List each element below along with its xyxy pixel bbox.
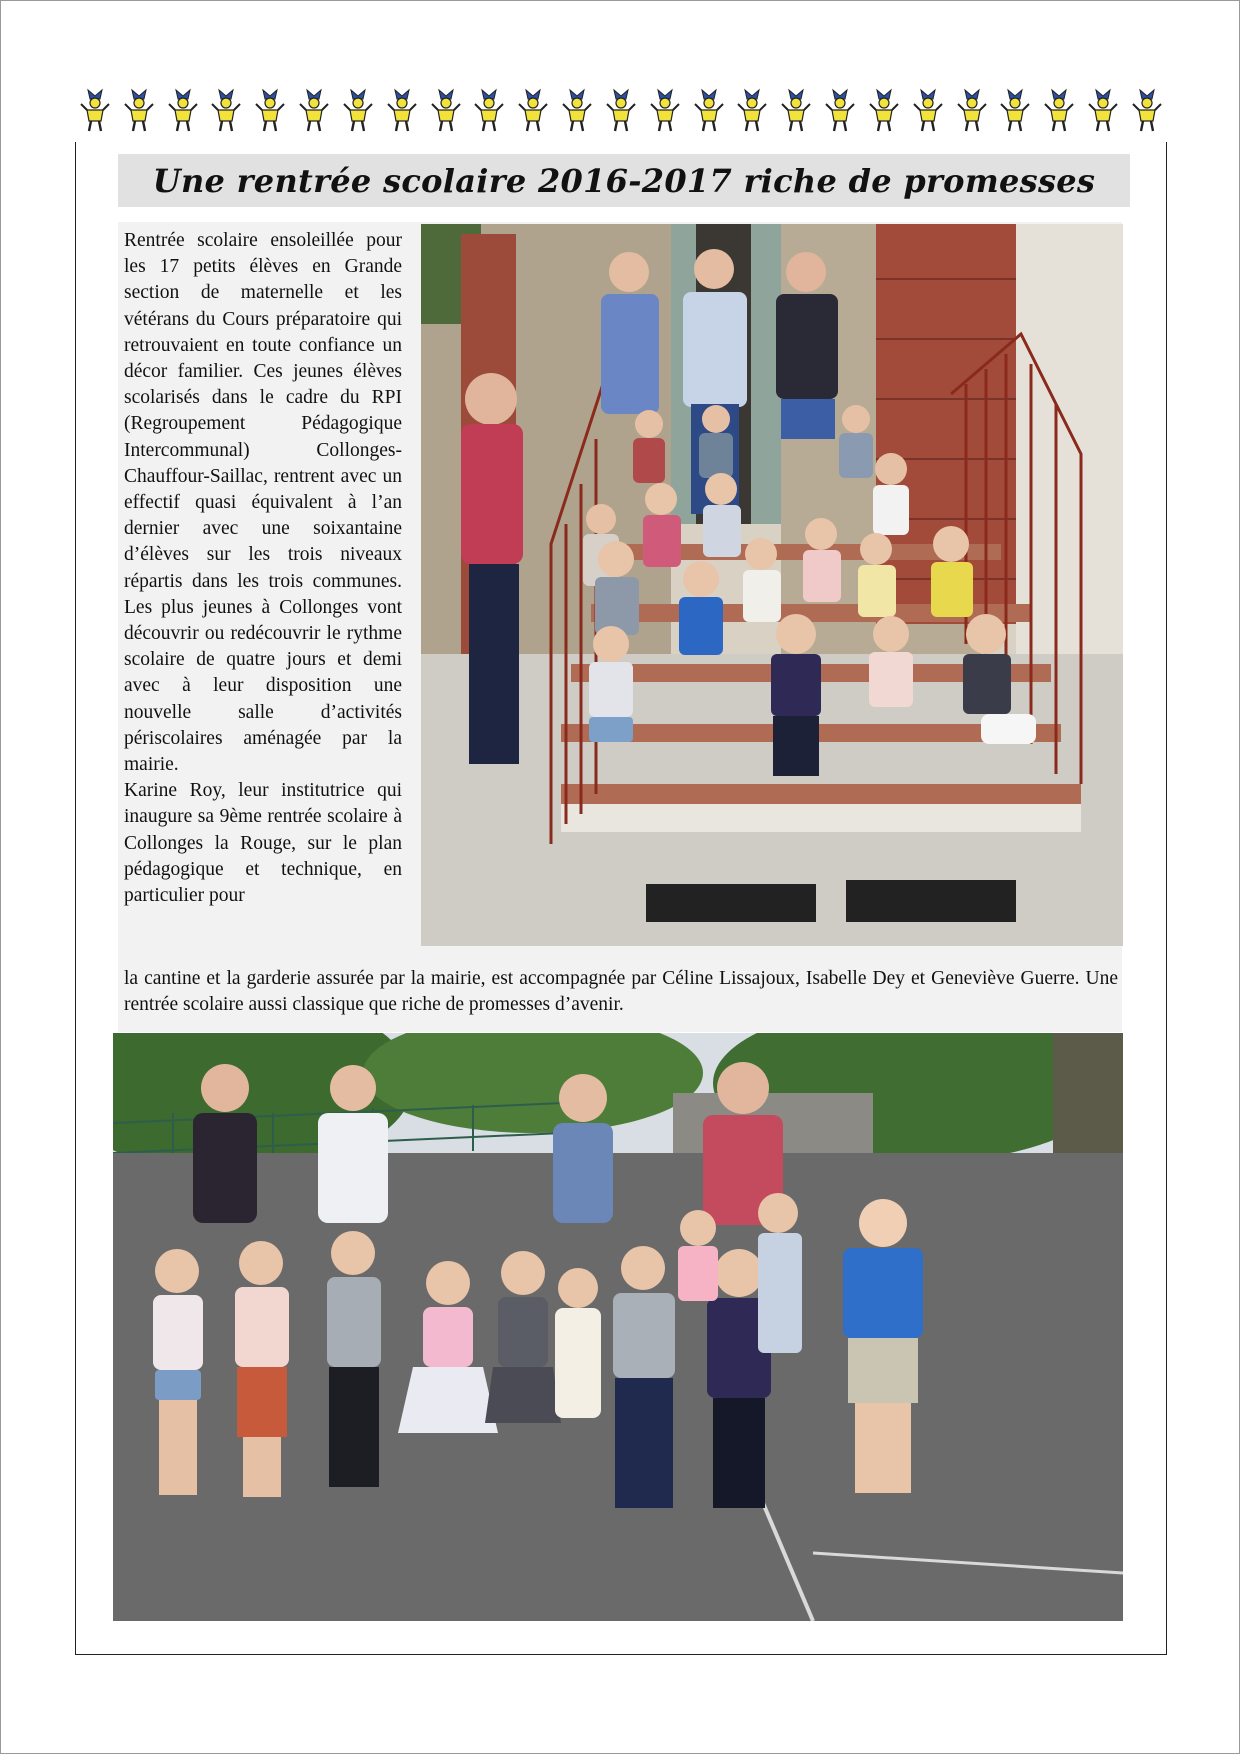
child-figure-icon	[429, 88, 463, 134]
child-figure-icon	[253, 88, 287, 134]
child-figure-icon	[385, 88, 419, 134]
child-figure-icon	[166, 88, 200, 134]
article-body-column	[124, 228, 402, 909]
child-figure-icon	[1130, 88, 1164, 134]
photo-yard	[113, 1033, 1123, 1621]
child-figure-icon	[297, 88, 331, 134]
child-figure-icon	[911, 88, 945, 134]
child-figure-icon	[867, 88, 901, 134]
child-figure-icon	[955, 88, 989, 134]
photo-stairs	[421, 224, 1123, 946]
child-figure-icon	[604, 88, 638, 134]
child-figure-icon	[78, 88, 112, 134]
child-figure-icon	[779, 88, 813, 134]
child-figure-icon	[472, 88, 506, 134]
child-figure-icon	[692, 88, 726, 134]
decorative-figure-strip	[78, 88, 1164, 134]
child-figure-icon	[560, 88, 594, 134]
title-bar	[118, 154, 1130, 207]
child-figure-icon	[341, 88, 375, 134]
child-figure-icon	[516, 88, 550, 134]
article-tail: la cantine et la garderie assurée par la mairie, est accompagnée par Céline Lissajoux, Isabelle Dey et Geneviève Guerre. Une rentrée scolaire aussi classique que riche de promesses d’avenir.	[124, 968, 1118, 1016]
child-figure-icon	[209, 88, 243, 134]
article-paragraph-1: Rentrée scolaire ensoleillée pour les 17 petits élèves en Grande section de maternelle et les vétérans du Cours préparatoire qui retrouvaient en toute confiance un décor familier. Ces jeunes élèves scolarisés dans le cadre du RPI (Regroupement Pédagogique Intercommunal) Collonges-Chauffour-Saillac, rentrent avec un effectif quasi équivalent à l’an dernier avec une soixantaine d’élèves sur les trois niveaux répartis dans les trois communes. Les plus jeunes à Collonges vont découvrir ou redécouvrir le rythme scolaire de quatre jours et demi avec à leur disposition une nouvelle salle d’activités périscolaires aménagée par la mairie.	[124, 230, 402, 776]
child-figure-icon	[998, 88, 1032, 134]
child-figure-icon	[648, 88, 682, 134]
article-paragraph-2: Karine Roy, leur institutrice qui inaugure sa 9ème rentrée scolaire à Collonges la Rouge, sur le plan pédagogique et technique, en particulier pour	[124, 780, 402, 907]
article-title: Une rentrée scolaire 2016-2017 riche de promesses	[152, 161, 1096, 200]
child-figure-icon	[122, 88, 156, 134]
child-figure-icon	[823, 88, 857, 134]
child-figure-icon	[1086, 88, 1120, 134]
child-figure-icon	[735, 88, 769, 134]
child-figure-icon	[1042, 88, 1076, 134]
